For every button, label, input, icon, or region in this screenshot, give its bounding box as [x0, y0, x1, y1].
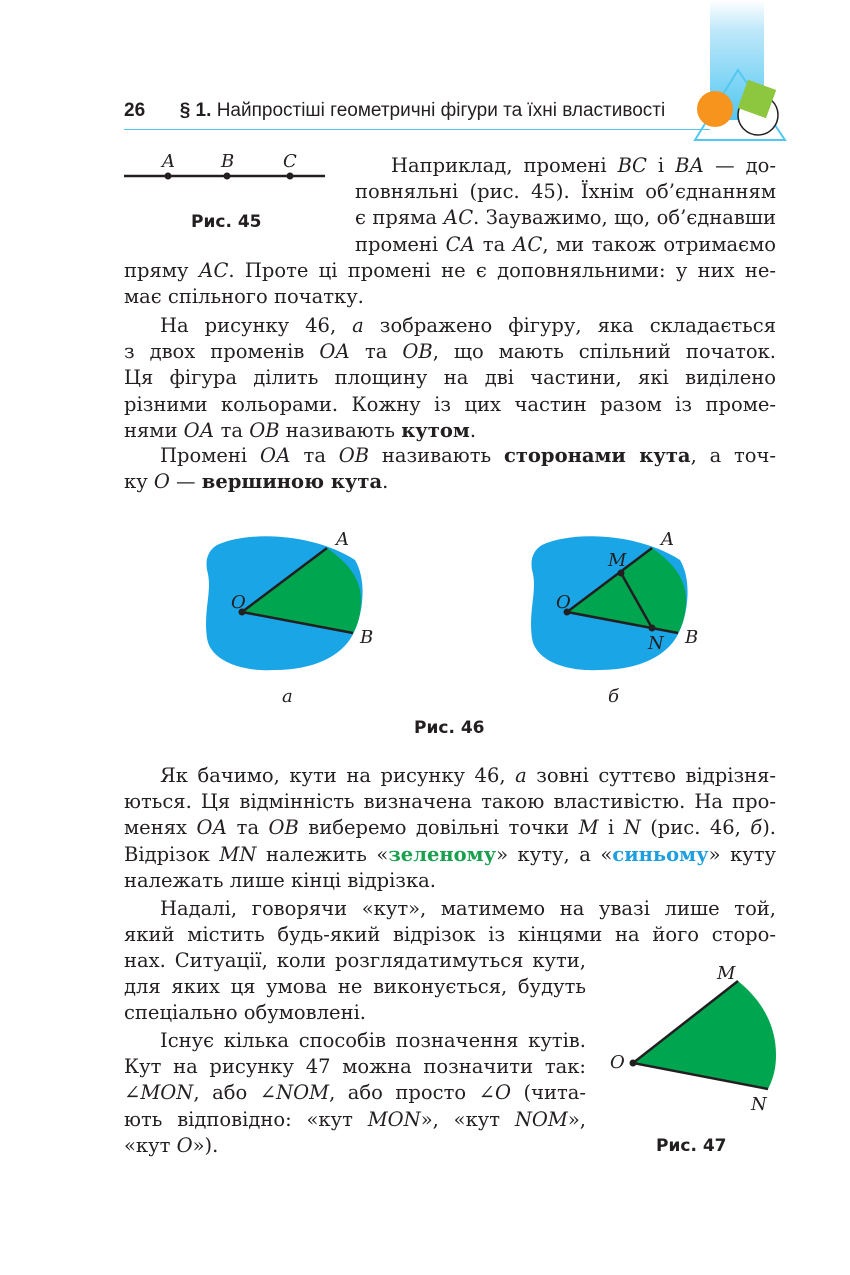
fig46b-label-n: N [648, 633, 664, 654]
header-decoration [690, 60, 790, 150]
paragraph-6: Існує кілька способів позначення кутів. Кут на рисунку 47 можна позначити так: ∠MON, або ∠NOM, або просто ∠O (чита- ють відповідно: «кут MON», «кут NOM», «кут O»). [124, 1029, 587, 1157]
paragraph-5-bottom: нах. Ситуації, коли розглядатимуться кути, для яких ця умова не виконується, будуть спеціально обумовлені. [124, 949, 586, 1025]
section-title: Найпростіші геометричні фігури та їхні властивості [216, 100, 666, 121]
fig47-label-o: O [610, 1052, 625, 1073]
fig46b-label-b: B [685, 627, 699, 648]
fig47-green-sector [633, 981, 776, 1089]
paragraph-2: На рисунку 46, а зображено фігуру, яка складається з двох променів ОА та ОВ, що мають спільний початок. Ця фігура ділить площину на дві частини, які виділено різними кольорами. Кожну із цих частин разом із проме- нями ОА та ОВ називають кутом. [124, 314, 777, 442]
page-number: 26 [124, 100, 146, 121]
figure-46a [195, 520, 395, 680]
fig46a-label-a: A [336, 529, 349, 550]
paragraph-5-top: Надалі, говорячи «кут», матимемо на увазі лише той, який містить будь-який відрізок із кінцями на його сторо- [124, 897, 776, 947]
fig45-label-a: A [162, 151, 175, 172]
fig46-caption: Рис. 46 [414, 718, 485, 738]
fig46b-label-o: O [556, 592, 571, 613]
header-orange-circle [697, 91, 733, 127]
fig47-caption: Рис. 47 [656, 1136, 727, 1156]
page-header [124, 100, 665, 122]
fig45-label-b: B [221, 151, 235, 172]
fig46b-label-m: M [608, 550, 627, 571]
header-rule [124, 129, 710, 130]
figure-45 [120, 150, 330, 190]
fig46-sub-a: а [282, 686, 293, 707]
fig46a-label-b: B [360, 627, 374, 648]
fig47-label-m: M [717, 963, 736, 984]
figure-47 [600, 955, 800, 1125]
paragraph-1-bottom: пряму АС. Проте ці промені не є доповняльними: у них не- має спільного початку. [124, 259, 776, 309]
paragraph-1-top: Наприклад, промені ВС і ВА — до- повняльні (рис. 45). Їхнім об’єднанням є пряма АС. Зауважимо, що, об’єднавши промені СА та АС, ми також отримаємо [355, 154, 777, 256]
fig45-caption: Рис. 45 [191, 212, 262, 232]
fig46-sub-b: б [608, 686, 619, 707]
fig46b-label-a: A [661, 529, 674, 550]
paragraph-3: Промені ОА та ОВ називають сторонами кута, а точ- ку О — вершиною кута. [124, 444, 777, 494]
fig47-label-n: N [751, 1094, 767, 1115]
fig46a-label-o: O [231, 592, 246, 613]
fig45-label-c: C [283, 151, 297, 172]
section-mark: § 1. [179, 100, 212, 121]
figure-46b [520, 520, 720, 680]
paragraph-4: Як бачимо, кути на рисунку 46, а зовні суттєво відрізня- ються. Ця відмінність визначена такою властивістю. На про- менях ОА та ОВ виберемо довільні точки M і N (рис. 46, б). Відрізок MN належить «зеленому» куту, а «синьому» куту належать лише кінці відрізка. [124, 764, 777, 892]
